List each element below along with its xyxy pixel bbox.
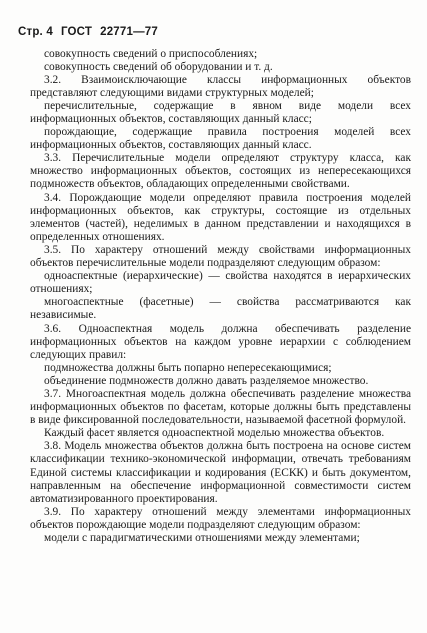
section-3-6: 3.6. Одноаспектная модель должна обеспечивать разделение информационных объектов на каждом уровне иерархии с соблюдением следующих правил:: [30, 322, 411, 362]
paragraph: перечислительные, содержащие в явном виде модели всех информационных объектов, составляющих данный класс;: [30, 100, 411, 126]
paragraph: совокупность сведений об оборудовании и т. д.: [44, 61, 273, 74]
paragraph: совокупность сведений о приспособлениях;: [44, 48, 258, 60]
section-3-8: 3.8. Модель множества объектов должна быть построена на основе систем классификации технико-экономической информации, отвечать требованиям Единой системы классификации и кодирования (ЕСКК) и быть документом, направленным на обеспечение информационной совместимости систем автоматизированного проектирования.: [30, 440, 411, 505]
section-3-3: 3.3. Перечислительные модели определяют структуру класса, как множество информационных объектов, состоящих из непересекающихся подмножеств объектов, обладающих определенными свойствами.: [30, 152, 411, 191]
page-label: Стр. 4: [18, 26, 53, 38]
paragraph: объединение подмножеств должно давать разделяемое множество.: [44, 375, 369, 388]
paragraph: одноаспектные (иерархические) — свойства находятся в иерархических отношениях;: [30, 269, 411, 295]
paragraph: порождающие, содержащие правила построения моделей всех информационных объектов, составляющих данный класс.: [30, 126, 411, 152]
section-3-9: 3.9. По характеру отношений между элементами информационных объектов порождающие модели подразделяют следующим образом:: [30, 505, 411, 531]
paragraph: Каждый фасет является одноаспектной моделью множества объектов.: [44, 427, 385, 440]
paragraph: модели с парадигматическими отношениями между элементами;: [44, 531, 360, 544]
section-3-7: 3.7. Многоаспектная модель должна обеспечивать разделение множества информационных объектов по фасетам, которые должны быть представлены в виде фиксированной последовательности, называемой фасетной формулой.: [30, 388, 411, 427]
paragraph: подмножества должны быть попарно непересекающимися;: [44, 362, 332, 375]
standard-label: ГОСТ: [60, 26, 93, 38]
paragraph: многоаспектные (фасетные) — свойства рассматриваются как независимые.: [30, 295, 411, 321]
page-header: [18, 26, 158, 38]
section-3-4: 3.4. Порождающие модели определяют правила построения моделей информационных объектов, как структуры, состоящие из отдельных элементов (частей), неделимых в данном представлении и находящихся в определенных отношениях.: [30, 191, 411, 243]
section-3-2: 3.2. Взаимоисключающие классы информационных объектов представляют следующими видами структурных моделей;: [30, 74, 411, 100]
standard-number: 22771—77: [100, 26, 158, 38]
section-3-5: 3.5. По характеру отношений между свойствами информационных объектов перечислительные модели подразделяют следующим образом:: [30, 243, 411, 269]
document-body: [30, 48, 411, 545]
